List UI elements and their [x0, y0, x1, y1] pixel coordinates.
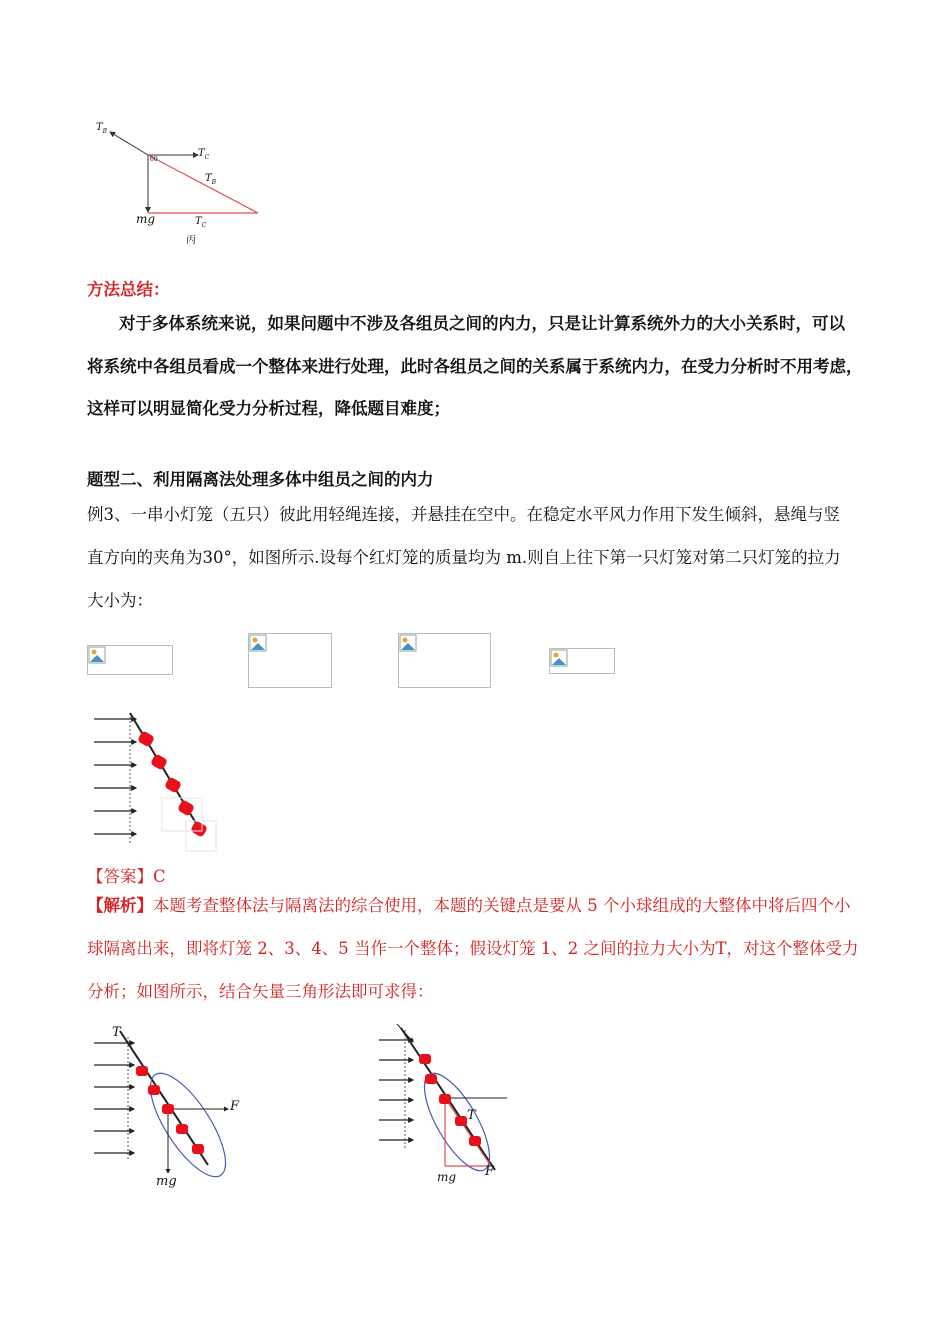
tc-label-top: $T_C$: [198, 148, 210, 161]
analysis-label: 【解析】: [87, 896, 153, 915]
summary-line-1: 对于多体系统来说，如果问题中不涉及各组员之间的内力，只是让计算系统外力的大小关系时，可以: [119, 314, 845, 333]
tb-label-side: $T_B$: [205, 173, 217, 186]
figure-lanterns: [90, 705, 225, 855]
right-f-label: F: [485, 1164, 495, 1179]
figure-analysis-left: [90, 1025, 260, 1195]
option-c-image: [398, 633, 491, 688]
broken-image-icon: [399, 634, 417, 652]
example-line-1: 例3、一串小灯笼（五只）彼此用轻绳连接，并悬挂在空中。在稳定水平风力作用下发生倾斜，悬绳与竖: [87, 505, 840, 524]
answer-value: C: [153, 867, 166, 886]
left-f-label: F: [230, 1099, 240, 1114]
option-b-image: [248, 633, 332, 688]
left-mg-label: mg: [156, 1174, 177, 1189]
figure-force-triangle: [90, 118, 280, 253]
tb-label: $T_B$: [96, 122, 108, 135]
broken-image-icon: [550, 649, 568, 667]
analysis-line-1: 【解析】本题考查整体法与隔离法的综合使用，本题的关键点是要从 5 个小球组成的大整体中将后四个小: [87, 896, 851, 915]
answer-label: 【答案】: [87, 867, 153, 886]
analysis-line-3: 分析；如图所示，结合矢量三角形法即可求得：: [87, 982, 434, 1001]
left-t-label: T: [112, 1025, 121, 1040]
figure-analysis-right: [375, 1020, 525, 1190]
angle-label: 60: [150, 156, 158, 163]
mg-label: mg: [136, 212, 156, 226]
broken-image-icon: [88, 646, 106, 664]
answer-line: [87, 863, 166, 887]
method-summary-heading: 方法总结：: [87, 280, 170, 299]
right-t-label: T: [467, 1108, 476, 1123]
summary-line-2: 将系统中各组员看成一个整体来进行处理，此时各组员之间的关系属于系统内力，在受力分析时不用考虑，: [87, 357, 863, 376]
option-d-image: [549, 648, 615, 674]
right-mg-label: mg: [437, 1170, 457, 1184]
summary-line-3: 这样可以明显简化受力分析过程，降低题目难度；: [87, 399, 450, 418]
example-line-2: 直方向的夹角为30°，如图所示.设每个红灯笼的质量均为 m.则自上往下第一只灯笼对第二只灯笼的拉力: [87, 548, 841, 567]
tc-label-bottom: $T_C$: [195, 216, 207, 229]
figure-caption: 丙: [186, 235, 196, 246]
broken-image-icon: [249, 634, 267, 652]
section2-heading: 题型二、利用隔离法处理多体中组员之间的内力: [87, 470, 434, 489]
option-a-image: [87, 645, 173, 675]
example-line-3: 大小为：: [87, 591, 153, 610]
analysis-line-2: 球隔离出来，即将灯笼 2、3、4、5 当作一个整体；假设灯笼 1、2 之间的拉力大小为T，对这个整体受力: [87, 939, 859, 958]
